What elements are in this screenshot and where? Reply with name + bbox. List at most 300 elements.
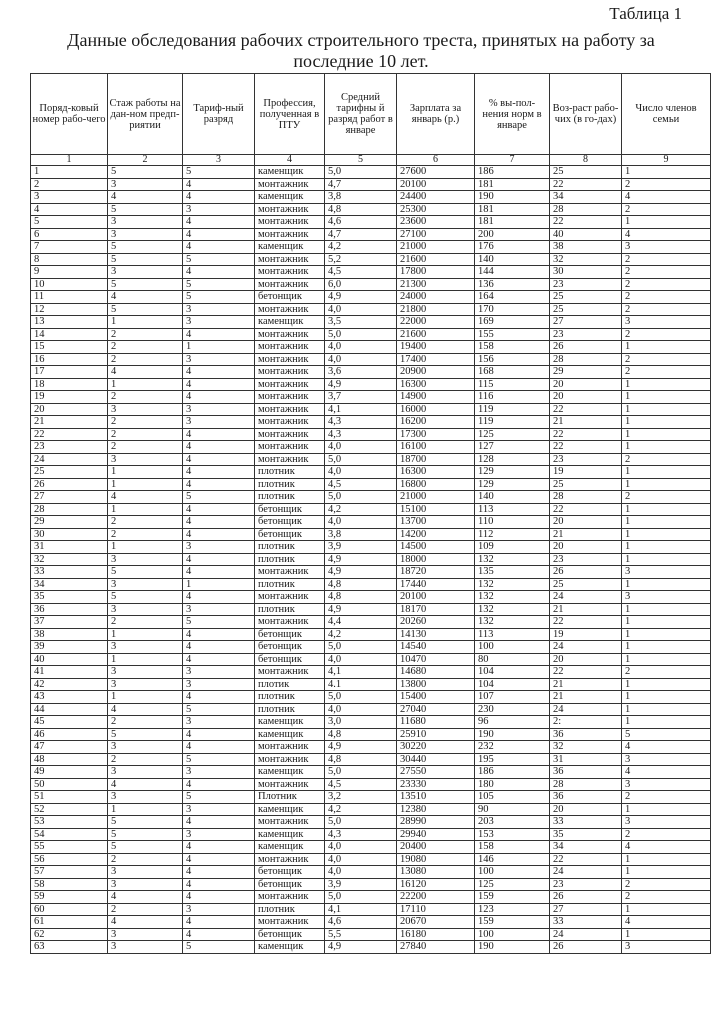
table-cell: 2 [622, 878, 711, 891]
table-cell: 24 [550, 928, 622, 941]
table-cell: 230 [475, 703, 550, 716]
table-cell: бетонщик [255, 928, 325, 941]
table-cell: 36 [550, 728, 622, 741]
table-cell: 23 [550, 878, 622, 891]
table-cell: монтажник [255, 666, 325, 679]
table-cell: 4,1 [325, 903, 397, 916]
table-cell: 5 [183, 703, 255, 716]
table-cell: 3,5 [325, 316, 397, 329]
table-cell: 32 [550, 253, 622, 266]
table-cell: 4.1 [325, 678, 397, 691]
table-cell: 34 [31, 578, 108, 591]
table-cell: 144 [475, 266, 550, 279]
table-cell: 44 [31, 703, 108, 716]
table-cell: 169 [475, 316, 550, 329]
table-cell: 8 [31, 253, 108, 266]
table-cell: 26 [550, 341, 622, 354]
table-cell: 20 [550, 391, 622, 404]
table-cell: 4,0 [325, 653, 397, 666]
table-cell: 2 [108, 328, 183, 341]
table-cell: 21 [550, 603, 622, 616]
table-cell: 4 [622, 766, 711, 779]
table-row [31, 941, 711, 954]
table-cell: 1 [622, 478, 711, 491]
table-cell: 100 [475, 866, 550, 879]
table-cell: 2 [622, 203, 711, 216]
table-cell: 26 [550, 941, 622, 954]
table-cell: плотник [255, 578, 325, 591]
table-cell: 4 [183, 841, 255, 854]
table-cell: 22 [550, 428, 622, 441]
table-cell: 3 [183, 316, 255, 329]
table-cell: 22 [550, 666, 622, 679]
table-cell: 2 [622, 791, 711, 804]
table-cell: 119 [475, 403, 550, 416]
table-cell: 5 [183, 253, 255, 266]
table-cell: 45 [31, 716, 108, 729]
table-cell: 4 [183, 378, 255, 391]
table-cell: бетонщик [255, 516, 325, 529]
table-cell: 1 [183, 341, 255, 354]
table-cell: 2 [622, 266, 711, 279]
table-cell: 112 [475, 528, 550, 541]
table-cell: 1 [31, 166, 108, 179]
table-cell: 3 [108, 878, 183, 891]
table-cell: монтажник [255, 453, 325, 466]
table-cell: 2 [31, 178, 108, 191]
table-cell: 22000 [397, 316, 475, 329]
table-cell: 5,0 [325, 491, 397, 504]
table-cell: 23 [550, 553, 622, 566]
table-cell: плотник [255, 478, 325, 491]
table-cell: 3 [108, 928, 183, 941]
table-cell: 2 [108, 416, 183, 429]
table-cell: монтажник [255, 853, 325, 866]
table-cell: плотник [255, 691, 325, 704]
table-cell: 14540 [397, 641, 475, 654]
table-body [31, 166, 711, 954]
table-row [31, 541, 711, 554]
table-cell: 27040 [397, 703, 475, 716]
table-cell: каменщик [255, 191, 325, 204]
table-cell: 180 [475, 778, 550, 791]
table-cell: плотник [255, 603, 325, 616]
table-cell: 2 [108, 903, 183, 916]
table-cell: 1 [183, 578, 255, 591]
table-cell: 3 [108, 741, 183, 754]
table-cell: 30220 [397, 741, 475, 754]
table-cell: 18 [31, 378, 108, 391]
table-cell: 3 [108, 216, 183, 229]
column-number: 4 [255, 155, 325, 166]
column-number: 5 [325, 155, 397, 166]
table-cell: 1 [108, 466, 183, 479]
table-cell: 4,6 [325, 216, 397, 229]
table-row [31, 853, 711, 866]
table-cell: 90 [475, 803, 550, 816]
table-cell: 19 [550, 628, 622, 641]
table-cell: 3 [183, 828, 255, 841]
table-cell: 1 [108, 378, 183, 391]
table-cell: 28 [550, 353, 622, 366]
table-cell: 4 [183, 391, 255, 404]
table-cell: 4,2 [325, 628, 397, 641]
table-cell: 35 [31, 591, 108, 604]
column-number: 9 [622, 155, 711, 166]
table-cell: 34 [550, 841, 622, 854]
table-row [31, 216, 711, 229]
table-cell: 22 [550, 616, 622, 629]
table-cell: 4,3 [325, 828, 397, 841]
table-cell: 3 [622, 941, 711, 954]
table-cell: 3 [108, 791, 183, 804]
table-cell: 4 [183, 691, 255, 704]
table-cell: 27 [550, 903, 622, 916]
table-cell: 3 [108, 678, 183, 691]
table-cell: 110 [475, 516, 550, 529]
table-cell: 125 [475, 878, 550, 891]
column-number: 6 [397, 155, 475, 166]
table-cell: 1 [622, 541, 711, 554]
table-cell: 4 [183, 528, 255, 541]
table-cell: 5,0 [325, 641, 397, 654]
table-cell: 16120 [397, 878, 475, 891]
title-line-2: последние 10 лет. [293, 51, 429, 71]
table-cell: монтажник [255, 366, 325, 379]
table-cell: 2 [622, 178, 711, 191]
table-cell: 14900 [397, 391, 475, 404]
table-cell: каменщик [255, 941, 325, 954]
table-cell: 3 [622, 566, 711, 579]
table-cell: 96 [475, 716, 550, 729]
table-cell: 1 [622, 403, 711, 416]
table-cell: 4 [183, 853, 255, 866]
table-cell: 107 [475, 691, 550, 704]
table-row [31, 378, 711, 391]
table-cell: 23 [550, 278, 622, 291]
column-header: Поряд-ковый номер рабо-чего [31, 74, 108, 155]
table-cell: 135 [475, 566, 550, 579]
table-cell: 22 [550, 216, 622, 229]
table-row [31, 553, 711, 566]
table-cell: 16300 [397, 378, 475, 391]
table-cell: 1 [622, 503, 711, 516]
table-row [31, 228, 711, 241]
table-cell: 100 [475, 928, 550, 941]
table-cell: 4,0 [325, 466, 397, 479]
table-cell: 4 [31, 203, 108, 216]
table-cell: 1 [622, 216, 711, 229]
table-row [31, 516, 711, 529]
table-cell: 22 [31, 428, 108, 441]
table-cell: 57 [31, 866, 108, 879]
table-cell: 104 [475, 666, 550, 679]
table-cell: бетонщик [255, 628, 325, 641]
table-cell: 25300 [397, 203, 475, 216]
table-cell: 5 [622, 728, 711, 741]
table-cell: 1 [622, 603, 711, 616]
column-number: 1 [31, 155, 108, 166]
table-cell: 24400 [397, 191, 475, 204]
table-cell: 35 [550, 828, 622, 841]
table-row [31, 828, 711, 841]
column-number: 3 [183, 155, 255, 166]
table-cell: 18700 [397, 453, 475, 466]
table-row [31, 491, 711, 504]
table-cell: монтажник [255, 328, 325, 341]
table-cell: плотник [255, 703, 325, 716]
table-cell: плотник [255, 553, 325, 566]
table-cell: 123 [475, 903, 550, 916]
table-row [31, 266, 711, 279]
table-cell: 5 [183, 941, 255, 954]
table-cell: 14 [31, 328, 108, 341]
table-cell: 1 [622, 903, 711, 916]
table-row [31, 678, 711, 691]
table-cell: 3 [108, 228, 183, 241]
table-row [31, 291, 711, 304]
table-cell: 3 [108, 666, 183, 679]
table-cell: 1 [622, 553, 711, 566]
table-cell: 2 [622, 891, 711, 904]
table-cell: 1 [622, 866, 711, 879]
table-cell: 4 [183, 478, 255, 491]
table-cell: 1 [622, 928, 711, 941]
table-cell: бетонщик [255, 528, 325, 541]
table-cell: 4,5 [325, 778, 397, 791]
table-cell: 195 [475, 753, 550, 766]
table-cell: 1 [622, 853, 711, 866]
table-cell: 4 [183, 916, 255, 929]
table-cell: 4,5 [325, 266, 397, 279]
table-row [31, 741, 711, 754]
table-cell: 16200 [397, 416, 475, 429]
table-cell: монтажник [255, 216, 325, 229]
table-cell: 12380 [397, 803, 475, 816]
table-cell: 22200 [397, 891, 475, 904]
table-cell: 4,0 [325, 841, 397, 854]
table-cell: 4 [183, 778, 255, 791]
table-cell: 28 [31, 503, 108, 516]
table-cell: 13080 [397, 866, 475, 879]
table-cell: 3 [183, 603, 255, 616]
table-cell: 20 [31, 403, 108, 416]
table-cell: 2 [622, 491, 711, 504]
table-cell: 27 [31, 491, 108, 504]
table-cell: 1 [622, 391, 711, 404]
table-cell: 3 [622, 816, 711, 829]
table-row [31, 728, 711, 741]
table-cell: 3 [183, 416, 255, 429]
column-header: Стаж работы на дан-ном предп-риятии [108, 74, 183, 155]
table-cell: 13510 [397, 791, 475, 804]
table-row [31, 341, 711, 354]
table-cell: 21 [31, 416, 108, 429]
table-cell: 4 [183, 628, 255, 641]
table-cell: 4 [183, 466, 255, 479]
table-cell: 232 [475, 741, 550, 754]
table-cell: монтажник [255, 428, 325, 441]
table-cell: 3,9 [325, 878, 397, 891]
table-cell: 24000 [397, 291, 475, 304]
table-cell: 5 [108, 241, 183, 254]
table-cell: 16100 [397, 441, 475, 454]
table-cell: 5 [108, 303, 183, 316]
table-cell: 25 [550, 478, 622, 491]
table-cell: каменщик [255, 803, 325, 816]
table-cell: 16300 [397, 466, 475, 479]
table-cell: 2 [108, 441, 183, 454]
table-cell: 20 [550, 541, 622, 554]
table-cell: 119 [475, 416, 550, 429]
table-cell: 3 [622, 241, 711, 254]
table-cell: 2 [108, 716, 183, 729]
table-cell: 125 [475, 428, 550, 441]
table-cell: 3,6 [325, 366, 397, 379]
table-cell: 2 [108, 391, 183, 404]
table-cell: 17800 [397, 266, 475, 279]
table-cell: 1 [108, 541, 183, 554]
table-cell: 24 [550, 866, 622, 879]
table-cell: монтажник [255, 816, 325, 829]
table-row [31, 528, 711, 541]
table-row [31, 203, 711, 216]
table-cell: 2 [622, 303, 711, 316]
table-cell: 1 [622, 441, 711, 454]
table-cell: 22 [550, 403, 622, 416]
table-cell: 3 [108, 866, 183, 879]
table-cell: 20 [550, 516, 622, 529]
table-cell: 40 [31, 653, 108, 666]
table-cell: 4,9 [325, 603, 397, 616]
table-cell: 5 [108, 841, 183, 854]
table-cell: монтажник [255, 391, 325, 404]
table-cell: бетонщик [255, 653, 325, 666]
table-cell: 14680 [397, 666, 475, 679]
table-cell: 34 [550, 191, 622, 204]
table-cell: 190 [475, 191, 550, 204]
table-cell: 5 [108, 591, 183, 604]
table-cell: 5,0 [325, 816, 397, 829]
table-cell: 159 [475, 916, 550, 929]
table-cell: 21300 [397, 278, 475, 291]
table-cell: бетонщик [255, 291, 325, 304]
table-cell: 4,9 [325, 566, 397, 579]
table-cell: монтажник [255, 566, 325, 579]
table-cell: монтажник [255, 778, 325, 791]
table-cell: 26 [550, 566, 622, 579]
table-cell: 46 [31, 728, 108, 741]
table-row [31, 903, 711, 916]
table-cell: монтажник [255, 416, 325, 429]
table-cell: 4 [183, 216, 255, 229]
table-cell: 4 [108, 191, 183, 204]
table-cell: 104 [475, 678, 550, 691]
table-cell: 16800 [397, 478, 475, 491]
table-cell: 1 [108, 803, 183, 816]
table-cell: 1 [108, 478, 183, 491]
table-cell: 12 [31, 303, 108, 316]
table-row [31, 441, 711, 454]
table-cell: 4,0 [325, 866, 397, 879]
table-row [31, 328, 711, 341]
table-cell: 18000 [397, 553, 475, 566]
table-row [31, 891, 711, 904]
table-caption: Таблица 1 [609, 4, 682, 23]
table-cell: 22 [550, 853, 622, 866]
table-cell: 37 [31, 616, 108, 629]
column-header: Число членов семьи [622, 74, 711, 155]
table-cell: 5 [183, 278, 255, 291]
table-cell: 1 [622, 628, 711, 641]
table-cell: 4 [183, 641, 255, 654]
table-cell: 3 [108, 266, 183, 279]
table-cell: монтажник [255, 378, 325, 391]
table-row [31, 878, 711, 891]
table-row [31, 803, 711, 816]
table-cell: 33 [31, 566, 108, 579]
table-cell: 36 [31, 603, 108, 616]
table-cell: 4 [183, 878, 255, 891]
table-cell: каменщик [255, 166, 325, 179]
table-cell: 7 [31, 241, 108, 254]
table-cell: 1 [108, 628, 183, 641]
table-cell: 4,4 [325, 616, 397, 629]
table-cell: 2 [108, 341, 183, 354]
table-cell: 30 [550, 266, 622, 279]
table-cell: 176 [475, 241, 550, 254]
table-cell: 3,0 [325, 716, 397, 729]
table-cell: монтажник [255, 591, 325, 604]
table-cell: 3 [622, 778, 711, 791]
table-cell: 27100 [397, 228, 475, 241]
table-cell: 5 [108, 728, 183, 741]
table-cell: 4,8 [325, 753, 397, 766]
table-cell: 4,6 [325, 916, 397, 929]
table-row [31, 303, 711, 316]
column-number-row [31, 155, 711, 166]
table-cell: 100 [475, 641, 550, 654]
table-cell: 164 [475, 291, 550, 304]
table-cell: 4 [622, 228, 711, 241]
table-cell: 203 [475, 816, 550, 829]
table-cell: 4 [622, 191, 711, 204]
table-cell: 27840 [397, 941, 475, 954]
table-cell: 23 [550, 328, 622, 341]
table-cell: монтажник [255, 278, 325, 291]
table-cell: 27600 [397, 166, 475, 179]
table-cell: 1 [622, 428, 711, 441]
table-cell: 11 [31, 291, 108, 304]
table-cell: 4 [183, 228, 255, 241]
table-cell: монтажник [255, 741, 325, 754]
table-cell: 25 [550, 578, 622, 591]
table-cell: 21 [550, 416, 622, 429]
table-cell: 129 [475, 466, 550, 479]
table-cell: плотник [255, 491, 325, 504]
table-cell: 4 [183, 516, 255, 529]
table-cell: 1 [622, 716, 711, 729]
table-row [31, 653, 711, 666]
table-cell: 116 [475, 391, 550, 404]
column-header: % вы-пол-нения норм в январе [475, 74, 550, 155]
table-cell: 4 [183, 816, 255, 829]
table-cell: 58 [31, 878, 108, 891]
table-cell: 9 [31, 266, 108, 279]
table-cell: 47 [31, 741, 108, 754]
table-cell: 3 [108, 553, 183, 566]
table-row [31, 453, 711, 466]
